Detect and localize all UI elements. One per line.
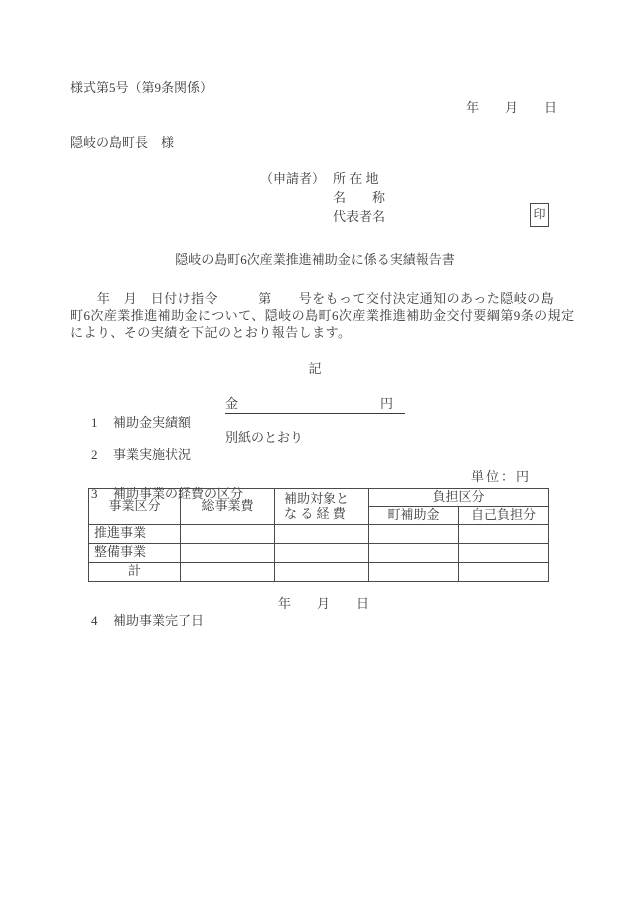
blank-cell [459,524,549,543]
applicant-address-label: 所 在 地 [333,171,379,186]
document-title: 隠岐の島町6次産業推進補助金に係る実績報告書 [175,252,455,267]
eligible-expense-line-1: 補助対象と [284,491,350,507]
issue-date: 年 月 日 [465,100,557,115]
blank-cell [181,562,275,581]
blank-cell [459,543,549,562]
blank-cell [181,524,275,543]
col-header-self-burden: 自己負担分 [459,506,549,524]
addressee: 隠岐の島町長 様 [70,135,175,150]
item-completion-date [78,596,370,664]
amount-prefix: 金 [225,396,239,411]
seal-text: 印 [533,207,546,222]
expense-table [88,485,549,582]
body-line-1: 年 月 日付け指令 第 号をもって交付決定通知のあった隠岐の島 [70,291,555,306]
blank-cell [275,543,369,562]
amount-suffix: 円 [379,396,393,411]
col-header-total-cost: 総事業費 [181,489,275,525]
item-4-label: 補助事業完了日 [113,612,205,628]
col-header-town-subsidy: 町補助金 [369,506,459,524]
blank-cell [369,524,459,543]
col-header-eligible-expense [275,489,369,525]
body-line-2: 町6次産業推進補助金について、隠岐の島町6次産業推進補助金交付要綱第9条の規定 [70,308,575,323]
applicant-representative-label: 代表者名 [333,209,386,224]
row-label-promotion: 推進事業 [89,524,181,543]
blank-cell [275,562,369,581]
row-label-total: 計 [89,562,181,581]
item-4-number: 4 [91,612,98,628]
blank-cell [181,543,275,562]
table-row-promotion [89,524,549,543]
completion-date-value: 年 月 日 [278,596,370,611]
item-2-number: 2 [91,446,98,462]
eligible-expense-line-2: な る 経 費 [284,506,346,522]
body-line-3: により、その実績を下記のとおり報告します。 [70,325,352,340]
form-number: 様式第5号（第9条関係） [70,80,214,95]
item-3-label: 補助事業の経費の区分 [113,485,244,501]
blank-cell [275,524,369,543]
blank-cell [459,562,549,581]
record-marker: 記 [308,361,322,376]
blank-cell [369,543,459,562]
item-2-value: 別紙のとおり [225,430,304,445]
col-header-project-category: 事業区分 [89,489,181,525]
row-label-development: 整備事業 [89,543,181,562]
table-row-development [89,543,549,562]
item-1-label: 補助金実績額 [113,414,192,430]
applicant-label: （申請者） [260,171,326,186]
item-1-number: 1 [91,414,98,430]
item-2-label: 事業実施状況 [113,446,192,462]
seal-box [530,203,549,227]
item-3-number: 3 [91,485,98,501]
blank-cell [369,562,459,581]
applicant-name-label: 名 称 [333,190,386,205]
unit-note: 単位：円 [471,469,532,484]
body-paragraph [70,290,575,341]
col-header-burden-category: 負担区分 [369,489,549,507]
table-row-total [89,562,549,581]
subsidy-amount-field [225,396,405,414]
